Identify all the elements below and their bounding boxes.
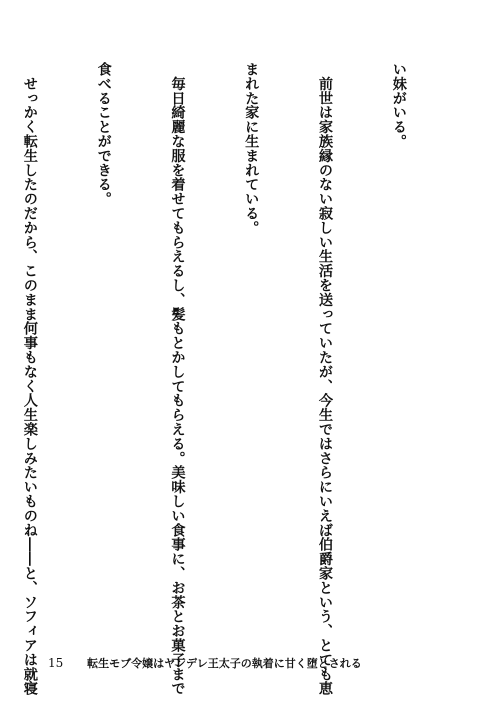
text-line: 前世は家族縁のない寂しい生活を送っていたが、今生ではさらにいえば伯爵家という、とても恵 xyxy=(317,62,334,696)
text-line: 食べることができる。 xyxy=(95,62,112,206)
text-line: 毎日綺麗な服を着せてもらえるし、髪もとかしてもらえる。美味しい食事に、お茶とお菓子まで xyxy=(169,62,186,696)
text-line: せっかく転生したのだから、このまま何事もなく人生楽しみたいものね――と、ソフィアは就寝 xyxy=(21,62,38,696)
page-number: 15 xyxy=(48,656,64,670)
book-title: 転生モブ令嬢はヤンデレ王太子の執着に甘く堕とされる xyxy=(87,657,362,670)
text-line: まれた家に生まれている。 xyxy=(243,62,260,235)
page-footer xyxy=(48,655,362,671)
text-line: い妹がいる。 xyxy=(390,62,407,149)
